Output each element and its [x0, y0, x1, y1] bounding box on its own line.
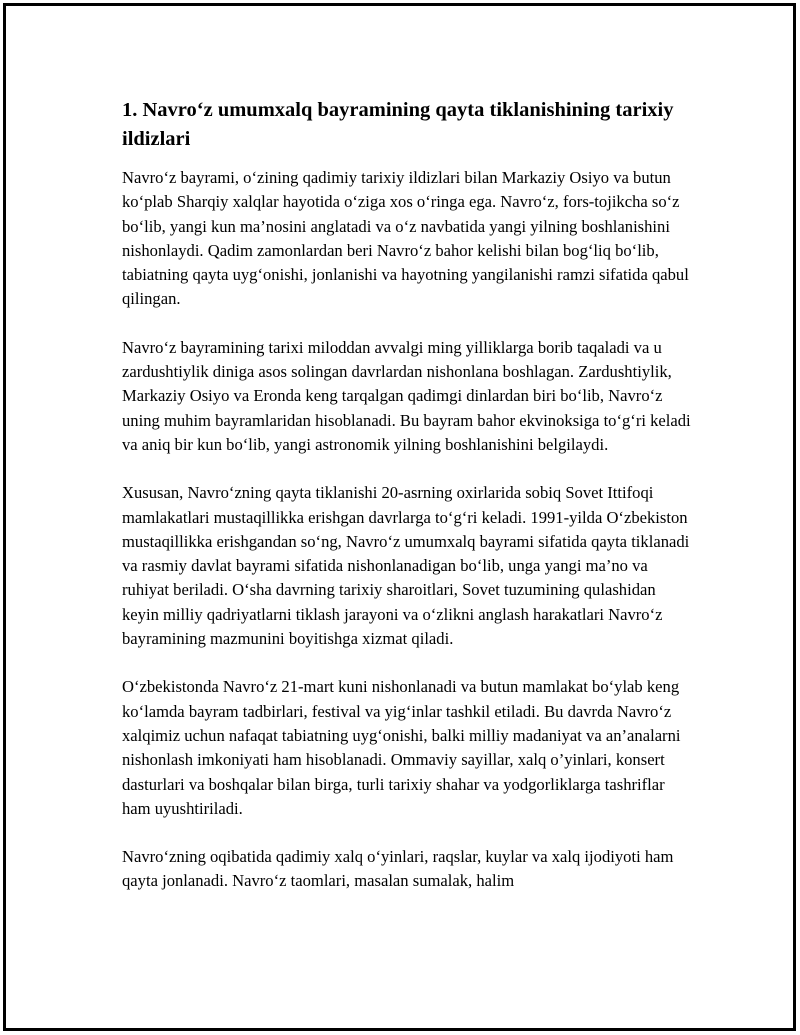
document-page	[3, 3, 796, 1031]
paragraph-4: O‘zbekistonda Navro‘z 21-mart kuni nishonlanadi va butun mamlakat bo‘ylab keng ko‘lamda bayram tadbirlari, festival va yig‘inlar tashkil etiladi. Bu davrda Navro‘z xalqimiz uchun nafaqat tabiatning uyg‘onishi, balki milliy madaniyat va an’analarni nishonlash imkoniyati ham hisoblanadi. Ommaviy sayillar, xalq o’yinlari, konsert dasturlari va boshqalar bilan birga, turli tarixiy shahar va yodgorliklarga tashriflar ham uyushtiriladi.	[122, 677, 681, 818]
paragraph-2: Navro‘z bayramining tarixi miloddan avvalgi ming yilliklarga borib taqaladi va u zardushtiylik diniga asos solingan davrlardan nishonlana boshlagan. Zardushtiylik, Markaziy Osiyo va Eronda keng tarqalgan qadimgi dinlardan biri bo‘lib, Navro‘z uning muhim bayramlaridan hisoblanadi. Bu bayram bahor ekvinoksiga to‘g‘ri keladi va aniq bir kun bo‘lib, yangi astronomik yilning boshlanishini belgilaydi.	[122, 337, 691, 454]
document-body	[122, 96, 692, 918]
section-heading: 1. Navro‘z umumxalq bayramining qayta tiklanishining tarixiy ildizlari	[122, 99, 674, 150]
paragraph-5: Navro‘zning oqibatida qadimiy xalq o‘yinlari, raqslar, kuylar va xalq ijodiyoti ham qayta jonlanadi. Navro‘z taomlari, masalan sumalak, halim	[122, 847, 674, 891]
paragraph-1: Navro‘z bayrami, o‘zining qadimiy tarixiy ildizlari bilan Markaziy Osiyo va butun ko‘plab Sharqiy xalqlar hayotida o‘ziga xos o‘ringa ega. Navro‘z, fors-tojikcha so‘z bo‘lib, yangi kun ma’nosini anglatadi va o‘z navbatida yangi yilning boshlanishini nishonlaydi. Qadim zamonlardan beri Navro‘z bahor kelishi bilan bog‘liq bo‘lib, tabiatning qayta uyg‘onishi, jonlanishi va hayotning yangilanishi ramzi sifatida qabul qilingan.	[122, 168, 689, 309]
paragraph-3: Xususan, Navro‘zning qayta tiklanishi 20-asrning oxirlarida sobiq Sovet Ittifoqi mamlakatlari mustaqillikka erishgan davrlarga to‘g‘ri keladi. 1991-yilda O‘zbekiston mustaqillikka erishgandan so‘ng, Navro‘z umumxalq bayrami sifatida qayta tiklanadi va rasmiy davlat bayrami sifatida nishonlanadigan bo‘lib, unga yangi ma’no va ruhiyat beriladi. O‘sha davrning tarixiy sharoitlari, Sovet tuzumining qulashidan keyin milliy qadriyatlarni tiklash jarayoni va o‘zlikni anglash harakatlari Navro‘z bayramining mazmunini boyitishga xizmat qiladi.	[122, 483, 690, 649]
